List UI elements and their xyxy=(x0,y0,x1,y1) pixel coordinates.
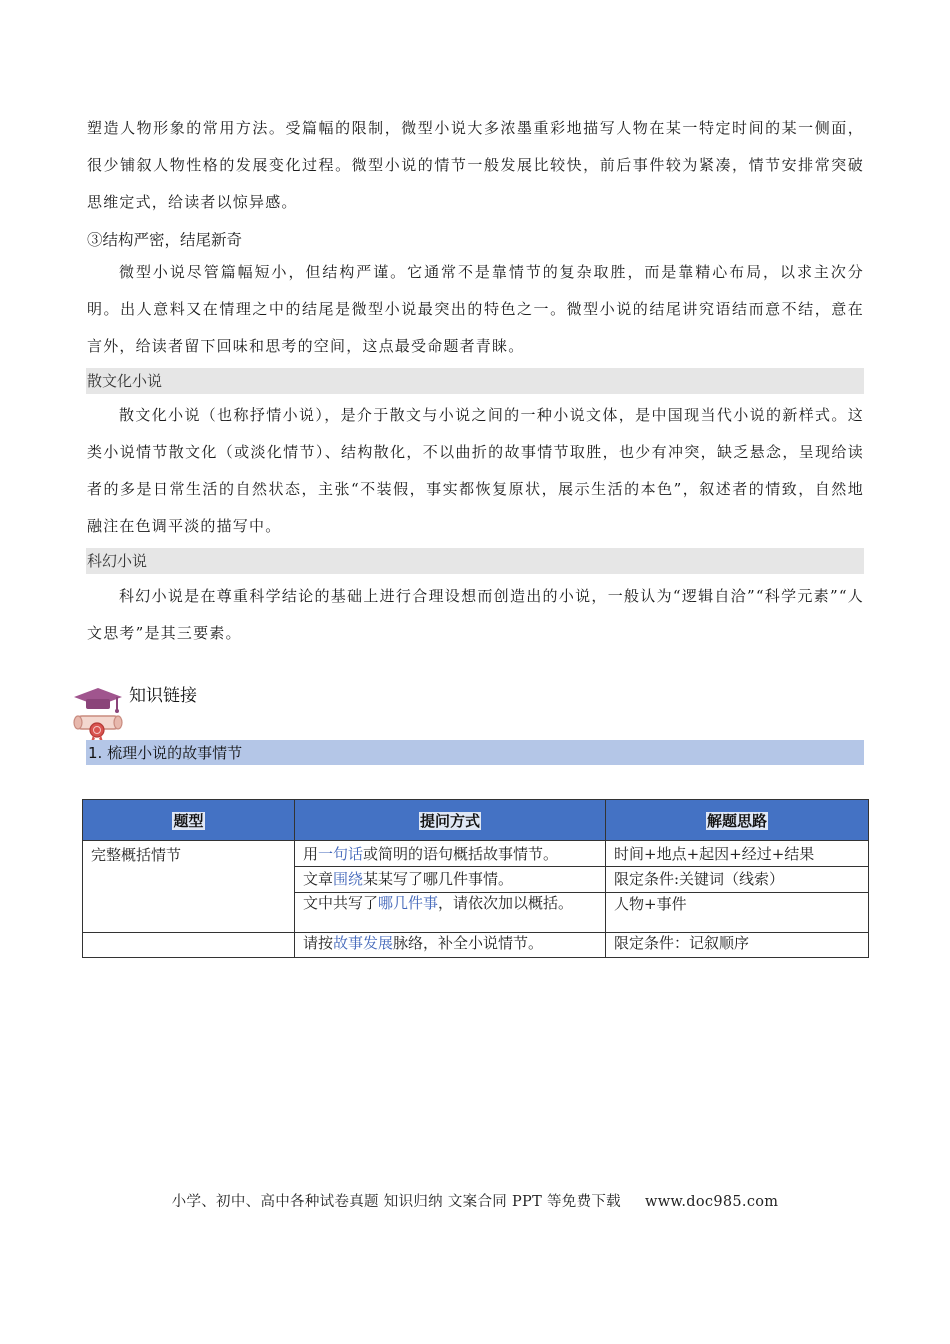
question-method-cell: 文章围绕某某写了哪几件事情。 xyxy=(295,867,606,893)
solution-cell: 限定条件:关键词（线索） xyxy=(606,867,869,893)
solution-cell: 时间+地点+起因+经过+结果 xyxy=(606,841,869,867)
solution-cell: 限定条件：记叙顺序 xyxy=(606,933,869,958)
table-row xyxy=(83,933,869,958)
footer-text: 小学、初中、高中各种试卷真题 知识归纳 文案合同 PPT 等免费下载 xyxy=(171,1194,621,1210)
question-method-cell: 用一句话或简明的语句概括故事情节。 xyxy=(295,841,606,867)
table-header-row xyxy=(83,800,869,841)
question-method-cell: 文中共写了哪几件事，请依次加以概括。 xyxy=(295,893,606,933)
table-header-cell: 题型 xyxy=(83,800,295,841)
section-band-plot: 1. 梳理小说的故事情节 xyxy=(86,740,864,765)
section-band-prose-novel: 散文化小说 xyxy=(86,368,864,394)
page-footer xyxy=(0,1190,950,1211)
paragraph-sci-fi: 科幻小说是在尊重科学结论的基础上进行合理设想而创造出的小说，一般认为“逻辑自洽”“科学元素”“人文思考”是其三要素。 xyxy=(87,587,864,642)
empty-type-cell xyxy=(83,933,295,958)
solution-cell: 人物+事件 xyxy=(606,893,869,933)
table-header-cell: 解题思路 xyxy=(606,800,869,841)
paragraph-micro-novel-methods: 塑造人物形象的常用方法。受篇幅的限制，微型小说大多浓墨重彩地描写人物在某一特定时间的某一侧面，很少铺叙人物性格的发展变化过程。微型小说的情节一般发展比较快，前后事件较为紧凑，情节安排常突破思维定式，给读者以惊异感。 xyxy=(87,119,864,211)
graduation-cap-diploma-icon xyxy=(70,686,128,742)
paragraph-micro-novel-structure: 微型小说尽管篇幅短小，但结构严谨。它通常不是靠情节的复杂取胜，而是靠精心布局，以求主次分明。出人意料又在情理之中的结尾是微型小说最突出的特色之一。微型小说的结尾讲究语结而意不结，意在言外，给读者留下回味和思考的空间，这点最受命题者青睐。 xyxy=(87,263,864,355)
question-method-cell: 请按故事发展脉络，补全小说情节。 xyxy=(295,933,606,958)
knowledge-link-title: 知识链接 xyxy=(129,686,197,706)
subheading-structure: ③结构严密，结尾新奇 xyxy=(87,231,243,249)
question-type-table xyxy=(82,799,869,958)
footer-url-link[interactable]: www.doc985.com xyxy=(644,1194,779,1210)
table-row xyxy=(83,841,869,867)
table-header-cell: 提问方式 xyxy=(295,800,606,841)
paragraph-prose-novel: 散文化小说（也称抒情小说），是介于散文与小说之间的一种小说文体，是中国现当代小说的新样式。这类小说情节散文化（或淡化情节）、结构散化，不以曲折的故事情节取胜，也少有冲突，缺乏悬念，呈现给读者的多是日常生活的自然状态，主张“不装假，事实都恢复原状，展示生活的本色”，叙述者的情致，自然地融注在色调平淡的描写中。 xyxy=(87,406,864,535)
question-type-cell: 完整概括情节 xyxy=(83,841,295,933)
section-band-sci-fi: 科幻小说 xyxy=(86,548,864,574)
